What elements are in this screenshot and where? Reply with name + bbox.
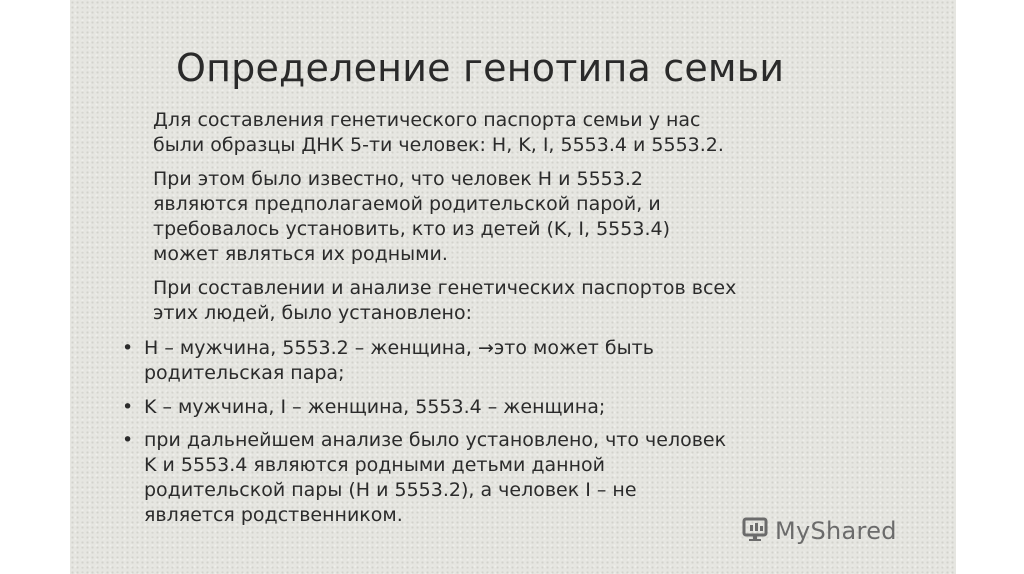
paragraph-parents: При этом было известно, что человек H и 5553.2 являются предполагаемой родительской парой, и требовалось установить, кто из детей (K, I, 5553.4) может являться их родными. bbox=[153, 168, 670, 265]
bullet-text-parents: H – мужчина, 5553.2 – женщина, →это может быть родительская пара; bbox=[144, 337, 654, 384]
myshared-logo-icon bbox=[741, 515, 771, 548]
watermark-text: MyShared bbox=[775, 517, 897, 545]
paragraph-samples: Для составления генетического паспорта семьи у нас были образцы ДНК 5-ти человек: H, K, I, 5553.4 и 5553.2. bbox=[153, 109, 724, 156]
bullet-dot: • bbox=[122, 396, 134, 418]
bullet-text-conclusion: при дальнейшем анализе было установлено, что человек K и 5553.4 являются родными детьми данной родительской пары (H и 5553.2), а человек I – не является родственником. bbox=[144, 429, 727, 526]
slide-title: Определение генотипа семьи bbox=[176, 46, 785, 90]
paragraph-analysis: При составлении и анализе генетических паспортов всех этих людей, было установлено: bbox=[153, 277, 737, 324]
myshared-watermark bbox=[741, 514, 897, 548]
bullet-dot: • bbox=[122, 429, 134, 451]
slide-body bbox=[70, 0, 956, 574]
bullet-dot: • bbox=[122, 337, 134, 359]
slide bbox=[70, 0, 956, 574]
bullet-text-children: K – мужчина, I – женщина, 5553.4 – женщина; bbox=[144, 396, 606, 418]
